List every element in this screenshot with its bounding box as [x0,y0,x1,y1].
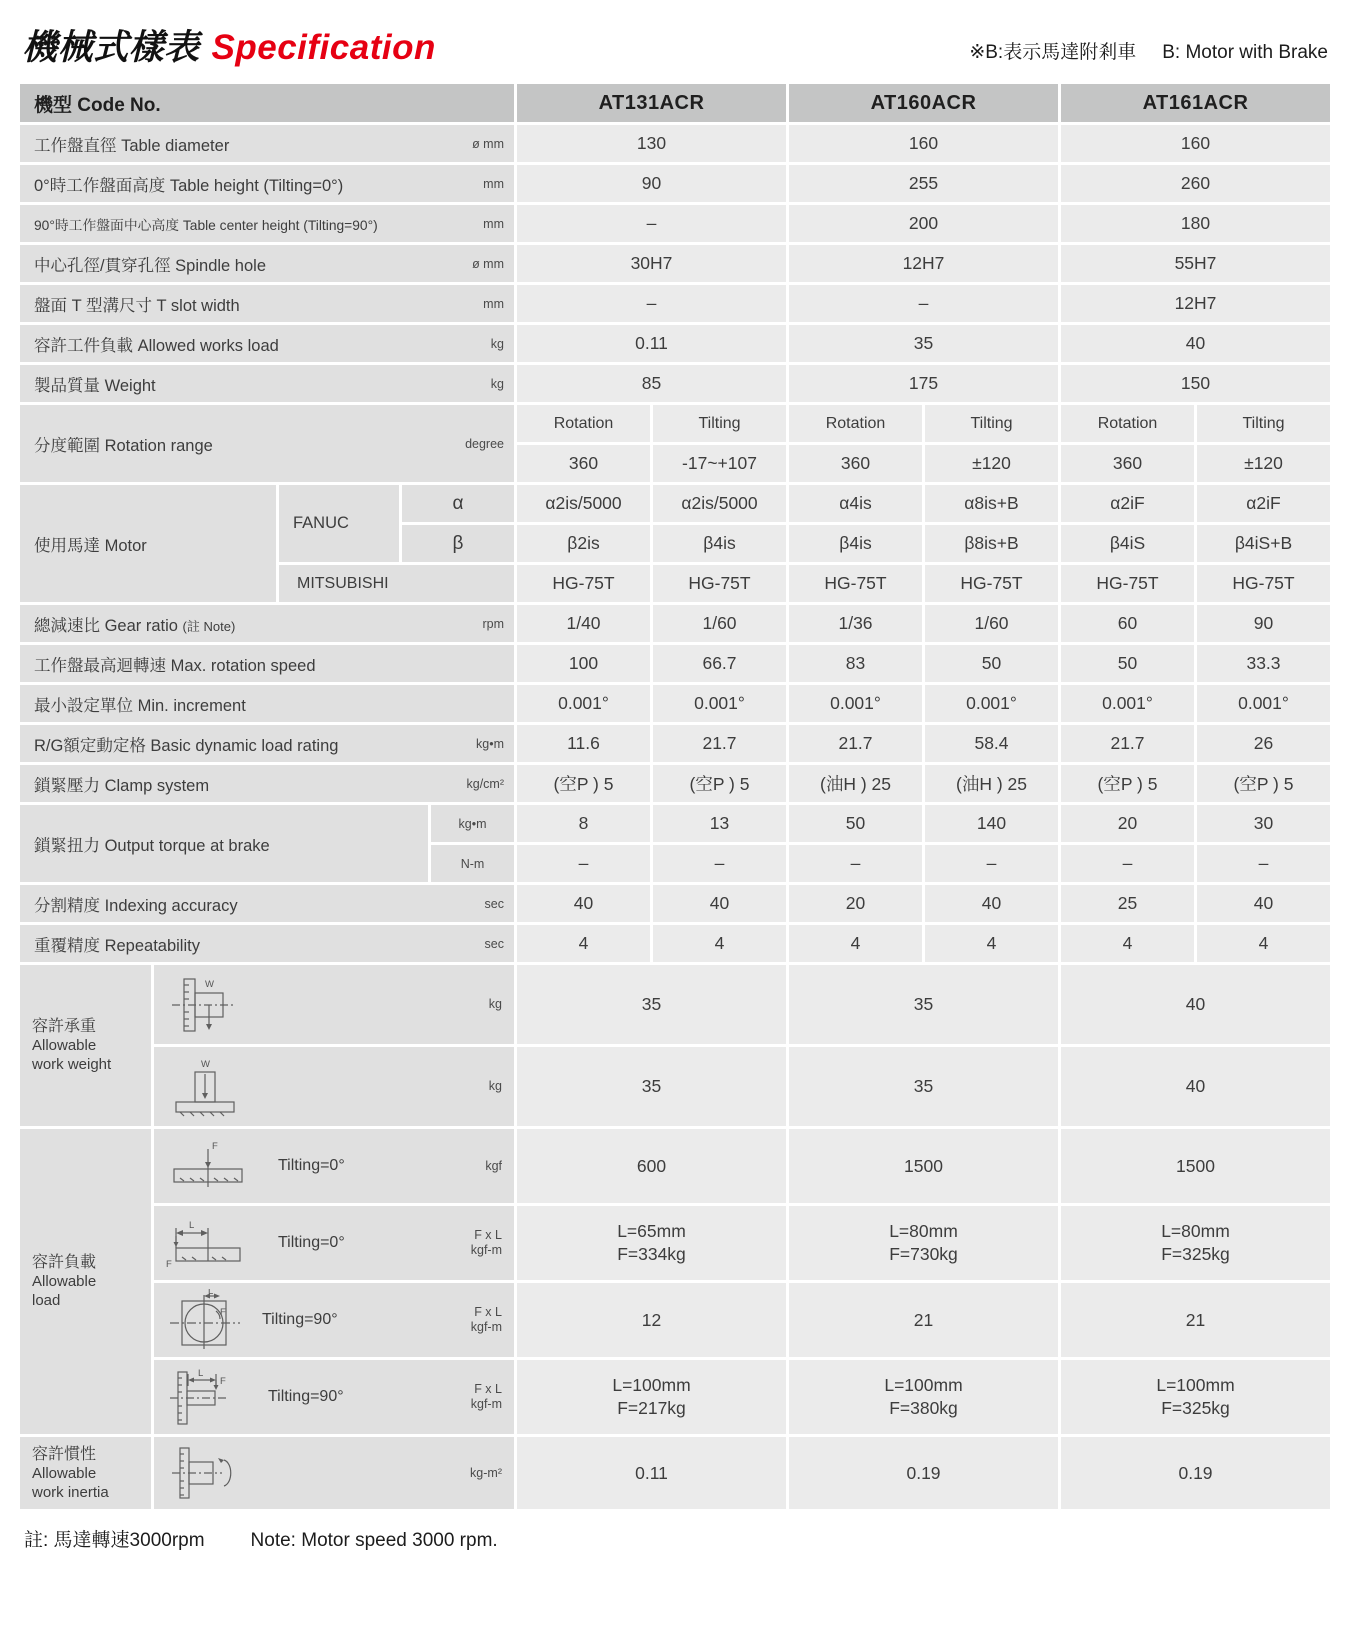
value-cell: α2iF [1197,485,1330,522]
diagram-l-label: L [189,1220,195,1231]
value-cell: – [517,205,786,242]
value-cell: 40 [1061,1047,1330,1126]
row-unit: F x L kgf-m [470,1228,502,1257]
motor-series-alpha: α [402,485,514,522]
section-label-zh: 容許慣性 [32,1445,97,1463]
tilting-label: Tilting=0° [278,1157,345,1174]
row-label-cell [20,605,514,642]
subheader-rotation: Rotation [789,405,922,442]
value-cell: (油H ) 25 [789,765,922,802]
value-cell: 40 [925,885,1058,922]
value-cell: 4 [1061,925,1194,962]
value-cell: 200 [789,205,1058,242]
row-label: 最小設定單位 Min. increment [34,696,246,715]
value-cell: 21 [789,1283,1058,1357]
row-unit: mm [483,176,504,191]
value-cell: 0.001° [1197,685,1330,722]
value-cell: HG-75T [1061,565,1194,602]
value-cell: 4 [789,925,922,962]
row-rotation-range [20,405,1330,482]
row-label: 盤面 T 型溝尺寸 T slot width [34,296,240,315]
value-cell: 50 [1061,645,1194,682]
row-weight [20,365,1330,402]
torque-unit-nm: N-m [431,845,514,882]
value-cell: 35 [517,965,786,1044]
value-cell: 100 [517,645,650,682]
value-cell: 1500 [1061,1129,1330,1203]
diagram-f-label: F [220,1376,226,1387]
row-table-center-height [20,205,1330,242]
row-label: 容許工件負載 Allowed works load [34,336,279,355]
value-cell: -17~+107 [653,445,786,482]
page-title-zh: 機械式樣表 [22,28,200,67]
value-cell: 40 [653,885,786,922]
value-cell: (油H ) 25 [925,765,1058,802]
value-cell: 8 [517,805,650,842]
row-label-cell [20,805,428,882]
value-cell: 30 [1197,805,1330,842]
value-cell: – [789,845,922,882]
face-moment-diagram [164,1289,248,1351]
row-allowed-works-load [20,325,1330,362]
row-label: 總減速比 Gear ratio (註 Note) [34,616,236,635]
section-allowable-work-weight [20,965,1330,1126]
value-cell: 40 [1061,965,1330,1044]
row-unit: rpm [482,616,504,631]
footer-note [20,1525,1330,1552]
diagram-w-label: W [205,978,214,990]
row-table-diameter [20,125,1330,162]
section-label [20,1129,151,1434]
value-cell: HG-75T [925,565,1058,602]
row-unit: kg•m [476,736,504,751]
diagram-f-label: F [166,1259,172,1270]
value-cell: 35 [789,1047,1058,1126]
footer-note-zh: 註: 馬達轉速3000rpm [24,1530,205,1551]
code-no-header: 機型 Code No. [20,84,514,122]
motor-brand-fanuc: FANUC [279,485,399,562]
gear-ratio-note: (註 Note) [182,618,236,634]
section-label-zh: 容許負載 [32,1254,97,1271]
value-cell: 0.001° [789,685,922,722]
value-cell: 40 [1197,885,1330,922]
value-cell: 21.7 [653,725,786,762]
row-unit: F x L kgf-m [470,1305,502,1334]
row-label-cell [20,885,514,922]
row-label-cell [20,205,514,242]
row-label: 使用馬達 Motor [34,536,147,555]
value-cell: – [517,285,786,322]
subheader-tilting: Tilting [925,405,1058,442]
row-label: R/G額定動定格 Basic dynamic load rating [34,736,339,755]
diagram-cell [154,1047,514,1126]
value-cell: L=100mm F=217kg [517,1360,786,1434]
row-unit: mm [483,216,504,231]
section-label-zh: 容許承重 [32,1018,97,1035]
value-cell: HG-75T [789,565,922,602]
row-label: 鎖緊壓力 Clamp system [34,776,210,795]
value-cell: 360 [1061,445,1194,482]
value-cell: – [517,845,650,882]
value-cell: L=100mm F=380kg [789,1360,1058,1434]
value-cell: 30H7 [517,245,786,282]
value-cell: 0.001° [517,685,650,722]
value-cell: β4iS+B [1197,525,1330,562]
diagram-cell [154,1206,514,1280]
brake-note-en: B: Motor with Brake [1162,42,1328,63]
diagram-cell [154,1360,514,1434]
row-indexing-accuracy [20,885,1330,922]
value-cell: 1/36 [789,605,922,642]
diagram-cell [154,1129,514,1203]
value-cell: β4is [653,525,786,562]
value-cell: L=65mm F=334kg [517,1206,786,1280]
value-cell: β8is+B [925,525,1058,562]
row-t-slot-width [20,285,1330,322]
row-label: 分度範圍 Rotation range [34,436,213,455]
section-label-en: work inertia [32,1483,109,1501]
value-cell: 360 [517,445,650,482]
tilting-label: Tilting=90° [262,1311,338,1328]
value-cell: 66.7 [653,645,786,682]
value-cell: 90 [1197,605,1330,642]
row-label-cell [20,925,514,962]
value-cell: (空P ) 5 [1061,765,1194,802]
value-cell: – [789,285,1058,322]
row-label-cell [20,285,514,322]
value-cell: (空P ) 5 [517,765,650,802]
value-cell: 35 [789,325,1058,362]
document-header [20,20,1330,70]
value-cell: 35 [517,1047,786,1126]
value-cell: β4iS [1061,525,1194,562]
value-cell: 0.11 [517,1437,786,1509]
edge-moment-diagram [164,1214,264,1272]
value-cell: β2is [517,525,650,562]
row-label: 90°時工作盤面中心高度 Table center height (Tilting=90°) [34,217,378,233]
value-cell: 50 [925,645,1058,682]
value-cell: 4 [653,925,786,962]
model-header-at131acr: AT131ACR [517,84,786,122]
value-cell: 1500 [789,1129,1058,1203]
row-label-cell [20,725,514,762]
row-label-cell [20,405,514,482]
value-cell: ±120 [1197,445,1330,482]
value-cell: 4 [925,925,1058,962]
value-cell: 1/60 [653,605,786,642]
value-cell: 360 [789,445,922,482]
row-gear-ratio [20,605,1330,642]
value-cell: 4 [1197,925,1330,962]
value-cell: α8is+B [925,485,1058,522]
row-label-cell [20,165,514,202]
row-unit: kg [490,376,504,391]
brake-note-zh: ※B:表示馬達附剎車 [969,42,1137,63]
value-cell: HG-75T [517,565,650,602]
diagram-l-label: L [208,1289,214,1297]
model-header-at160acr: AT160ACR [789,84,1058,122]
value-cell: L=100mm F=325kg [1061,1360,1330,1434]
value-cell: 21.7 [789,725,922,762]
value-cell: 1/60 [925,605,1058,642]
row-label-cell [20,485,276,602]
value-cell: 600 [517,1129,786,1203]
row-label: 重覆精度 Repeatability [34,936,200,955]
top-mounted-weight-diagram [164,1056,250,1118]
value-cell: 140 [925,805,1058,842]
value-cell: 40 [1061,325,1330,362]
value-cell: L=80mm F=325kg [1061,1206,1330,1280]
value-cell: HG-75T [1197,565,1330,602]
value-cell: 20 [789,885,922,922]
value-cell: 21 [1061,1283,1330,1357]
row-unit: mm [483,296,504,311]
value-cell: L=80mm F=730kg [789,1206,1058,1280]
row-label: 中心孔徑/貫穿孔徑 Spindle hole [34,256,266,275]
row-unit: sec [484,936,504,951]
subheader-rotation: Rotation [517,405,650,442]
value-cell: ±120 [925,445,1058,482]
row-label-cell [20,765,514,802]
row-label: 製品質量 Weight [34,376,156,395]
row-unit: kgf [485,1158,502,1173]
row-label-cell [20,125,514,162]
row-output-torque [20,805,1330,882]
row-unit: degree [465,436,504,451]
row-unit: kg [490,336,504,351]
page-title-en: Specification [211,28,436,67]
section-label-en: work weight [32,1056,112,1073]
subheader-rotation: Rotation [1061,405,1194,442]
torque-unit-kgm: kg•m [431,805,514,842]
value-cell: (空P ) 5 [1197,765,1330,802]
spec-sheet-page [20,0,1330,1552]
rotating-inertia-diagram [164,1443,254,1503]
diagram-f-label: F [220,1307,226,1318]
section-label-en: Allowable [32,1273,97,1290]
value-cell: 83 [789,645,922,682]
value-cell: α2is/5000 [653,485,786,522]
diagram-cell [154,965,514,1044]
row-label: 工作盤最高迴轉速 Max. rotation speed [34,656,316,675]
value-cell: 25 [1061,885,1194,922]
side-mounted-weight-diagram [164,974,250,1036]
row-label-cell [20,645,514,682]
diagram-w-label: W [201,1058,210,1070]
row-table-height [20,165,1330,202]
value-cell: 160 [789,125,1058,162]
value-cell: 26 [1197,725,1330,762]
value-cell: 20 [1061,805,1194,842]
value-cell: β4is [789,525,922,562]
motor-brand-mitsubishi: MITSUBISHI [279,565,514,602]
section-allowable-work-inertia [20,1437,1330,1509]
row-label: 0°時工作盤面高度 Table height (Tilting=0°) [34,176,344,195]
value-cell: – [1197,845,1330,882]
value-cell: 1/40 [517,605,650,642]
value-cell: 58.4 [925,725,1058,762]
section-label [20,1437,151,1509]
row-repeatability [20,925,1330,962]
section-label [20,965,151,1126]
row-label: 工作盤直徑 Table diameter [34,136,230,155]
value-cell: – [1061,845,1194,882]
value-cell: α4is [789,485,922,522]
value-cell: 55H7 [1061,245,1330,282]
row-unit: F x L kgf-m [470,1382,502,1411]
value-cell: 21.7 [1061,725,1194,762]
row-motor [20,485,1330,602]
value-cell: 255 [789,165,1058,202]
diagram-cell [154,1437,514,1509]
value-cell: 0.001° [1061,685,1194,722]
value-cell: 150 [1061,365,1330,402]
value-cell: 33.3 [1197,645,1330,682]
value-cell: 0.19 [1061,1437,1330,1509]
row-label-cell [20,685,514,722]
row-unit: kg [488,997,502,1011]
vertical-force-diagram [164,1137,264,1195]
side-moment-diagram [164,1366,254,1428]
row-unit: sec [484,896,504,911]
row-label: 鎖緊扭力 Output torque at brake [34,836,270,855]
diagram-cell [154,1283,514,1357]
value-cell: 60 [1061,605,1194,642]
row-spindle-hole [20,245,1330,282]
value-cell: 85 [517,365,786,402]
tilting-label: Tilting=90° [268,1388,344,1405]
page-title [22,20,436,70]
value-cell: (空P ) 5 [653,765,786,802]
value-cell: 0.11 [517,325,786,362]
row-label-cell [20,365,514,402]
row-max-rotation-speed [20,645,1330,682]
model-header-at161acr: AT161ACR [1061,84,1330,122]
value-cell: 12H7 [789,245,1058,282]
value-cell: 40 [517,885,650,922]
row-label: 分割精度 Indexing accuracy [34,896,238,915]
value-cell: 12H7 [1061,285,1330,322]
value-cell: 130 [517,125,786,162]
value-cell: 0.001° [653,685,786,722]
row-label-cell [20,245,514,282]
diagram-l-label: L [198,1368,204,1379]
subheader-tilting: Tilting [1197,405,1330,442]
value-cell: 50 [789,805,922,842]
tilting-label: Tilting=0° [278,1234,345,1251]
specification-table [20,84,1330,1509]
value-cell: α2is/5000 [517,485,650,522]
footer-note-en: Note: Motor speed 3000 rpm. [250,1530,498,1551]
value-cell: α2iF [1061,485,1194,522]
row-unit: kg [488,1079,502,1093]
row-unit: ø mm [472,256,504,271]
subheader-tilting: Tilting [653,405,786,442]
value-cell: 260 [1061,165,1330,202]
value-cell: 11.6 [517,725,650,762]
value-cell: – [653,845,786,882]
row-load-rating [20,725,1330,762]
value-cell: 13 [653,805,786,842]
value-cell: 0.001° [925,685,1058,722]
value-cell: 4 [517,925,650,962]
value-cell: 180 [1061,205,1330,242]
section-label-en: load [32,1292,61,1309]
table-header-row [20,84,1330,122]
value-cell: 175 [789,365,1058,402]
row-min-increment [20,685,1330,722]
diagram-f-label: F [212,1141,218,1152]
row-label-cell [20,325,514,362]
row-clamp-system [20,765,1330,802]
value-cell: 35 [789,965,1058,1044]
row-unit: ø mm [472,136,504,151]
value-cell: 0.19 [789,1437,1058,1509]
brake-note [969,37,1328,70]
value-cell: 12 [517,1283,786,1357]
section-label-en: Allowable [32,1464,97,1482]
value-cell: 160 [1061,125,1330,162]
row-unit: kg-m² [470,1465,502,1480]
section-label-en: Allowable [32,1037,97,1054]
value-cell: – [925,845,1058,882]
section-allowable-load [20,1129,1330,1434]
motor-series-beta: β [402,525,514,562]
value-cell: 90 [517,165,786,202]
value-cell: HG-75T [653,565,786,602]
row-unit: kg/cm² [466,776,504,791]
